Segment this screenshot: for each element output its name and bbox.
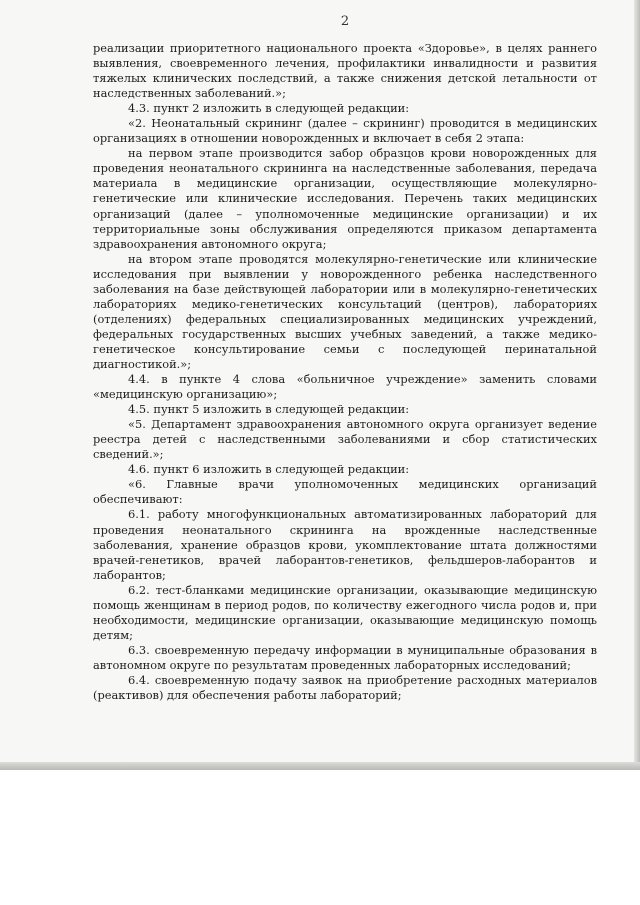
paragraph-4-4: 4.4. в пункте 4 слова «больничное учреждение» заменить словами «медицинскую организацию»; bbox=[93, 372, 597, 402]
page-edge-shadow bbox=[634, 0, 640, 770]
paragraph-4-3: 4.3. пункт 2 изложить в следующей редакции: bbox=[128, 101, 410, 116]
document-body bbox=[93, 41, 597, 703]
page-number: 2 bbox=[340, 14, 350, 29]
paragraph-4-5: 4.5. пункт 5 изложить в следующей редакции: bbox=[128, 402, 410, 417]
paragraph-stage-1: на первом этапе производится забор образцов крови новорожденных для проведения неонатального скрининга на наследственные заболевания, передача материала в медицинские организации, осуществляющие молекулярно-генетические или клинические исследования. Перечень таких медицинских организаций (далее – уполномоченные медицинские организации) и их территориальные зоны обслуживания определяются приказом департамента здравоохранения автономного округа; bbox=[93, 146, 597, 251]
paragraph-clause-5: «5. Департамент здравоохранения автономного округа организует ведение реестра детей с наследственными заболеваниями и сбор статистических сведений.»; bbox=[93, 417, 597, 462]
blank-background bbox=[0, 770, 640, 905]
paragraph-6-2: 6.2. тест-бланками медицинские организации, оказывающие медицинскую помощь женщинам в период родов, по количеству ежегодного числа родов и, при необходимости, медицинские организации, оказывающие медицинскую помощь детям; bbox=[93, 582, 597, 642]
paragraph-clause-2: «2. Неонатальный скрининг (далее – скрининг) проводится в медицинских организациях в отношении новорожденных и включает в себя 2 этапа: bbox=[93, 116, 597, 146]
paragraph-clause-6: «6. Главные врачи уполномоченных медицинских организаций обеспечивают: bbox=[93, 477, 597, 507]
paragraph-stage-2: на втором этапе проводятся молекулярно-генетические или клинические исследования при выявлении у новорожденного ребенка наследственного заболевания на базе действующей лаборатории или в молекулярно-генетических лабораториях медико-генетических консультаций (центров), лабораториях (отделениях) федеральных специализированных медицинских учреждений, федеральных государственных высших учебных заведений, а также медико-генетическое консультирование семьи с последующей перинатальной диагностикой.»; bbox=[93, 251, 597, 371]
paragraph-6-3: 6.3. своевременную передачу информации в муниципальные образования в автономном округе по результатам проведенных лабораторных исследований; bbox=[93, 642, 597, 672]
page-bottom-edge bbox=[0, 762, 640, 770]
paragraph-4-6: 4.6. пункт 6 изложить в следующей редакции: bbox=[128, 462, 410, 477]
paragraph-intro-continuation: реализации приоритетного национального проекта «Здоровье», в целях раннего выявления, своевременного лечения, профилактики инвалидности и развития тяжелых клинических последствий, а также снижения детской летальности от наследственных заболеваний.»; bbox=[93, 41, 597, 101]
paragraph-6-4: 6.4. своевременную подачу заявок на приобретение расходных материалов (реактивов) для обеспечения работы лабораторий; bbox=[93, 672, 597, 703]
paragraph-6-1: 6.1. работу многофункциональных автоматизированных лабораторий для проведения неонатального скрининга на врожденные наследственные заболевания, хранение образцов крови, укомплектование штата должностями врачей-генетиков, врачей лаборантов-генетиков, фельдшеров-лаборантов и лаборантов; bbox=[93, 507, 597, 582]
